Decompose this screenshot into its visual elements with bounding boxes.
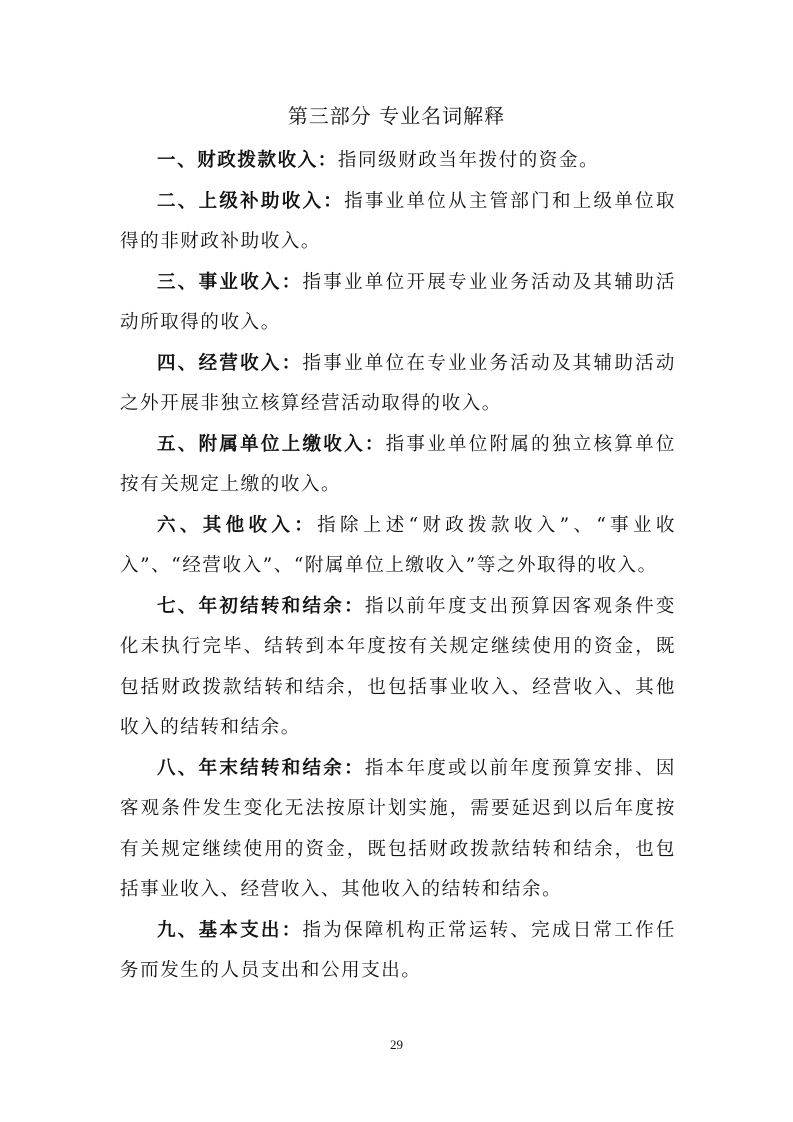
glossary-term: 三、事业收入：: [157, 271, 303, 293]
glossary-term: 四、经营收入：: [157, 352, 303, 374]
page-title: 第三部分 专业名词解释: [287, 104, 506, 128]
glossary-definition: 指事业单位开展专业业务活动及其辅助活动所取得的收入。: [120, 271, 676, 333]
glossary-term: 八、年末结转和结余：: [157, 757, 365, 779]
glossary-entry: [120, 141, 676, 182]
glossary-definition: 指同级财政当年拨付的资金。: [337, 150, 600, 171]
glossary-list: [120, 141, 676, 992]
glossary-definition: 指为保障机构正常运转、完成日常工作任务而发生的人员支出和公用支出。: [120, 919, 676, 981]
glossary-term: 七、年初结转和结余：: [157, 595, 365, 617]
glossary-definition: 指以前年度支出预算因客观条件变化未执行完毕、结转到本年度按有关规定继续使用的资金，既包括财政拨款结转和结余，也包括事业收入、经营收入、其他收入的结转和结余。: [120, 595, 676, 738]
glossary-entry: [120, 344, 676, 425]
glossary-entry: [120, 506, 676, 587]
glossary-definition: 指事业单位附属的独立核算单位按有关规定上缴的收入。: [120, 433, 676, 495]
glossary-entry: [120, 911, 676, 992]
glossary-definition: 指事业单位在专业业务活动及其辅助活动之外开展非独立核算经营活动取得的收入。: [120, 352, 676, 414]
glossary-entry: [120, 749, 676, 911]
glossary-definition: 指本年度或以前年度预算安排、因客观条件发生变化无法按原计划实施，需要延迟到以后年度按有关规定继续使用的资金，既包括财政拨款结转和结余，也包括事业收入、经营收入、其他收入的结转和结余。: [120, 757, 676, 900]
glossary-entry: [120, 263, 676, 344]
glossary-entry: [120, 182, 676, 263]
glossary-term: 二、上级补助收入：: [157, 190, 345, 212]
page-number: 29: [390, 1037, 403, 1052]
glossary-term: 一、财政拨款收入：: [157, 150, 338, 171]
glossary-term: 五、附属单位上缴收入：: [157, 433, 386, 455]
glossary-term: 六、其他收入：: [157, 514, 318, 536]
glossary-entry: [120, 425, 676, 506]
glossary-definition: 指事业单位从主管部门和上级单位取得的非财政补助收入。: [120, 190, 676, 252]
glossary-definition: 指除上述“财政拨款收入”、“事业收入”、“经营收入”、“附属单位上缴收入”等之外取得的收入。: [120, 514, 676, 576]
glossary-term: 九、基本支出：: [157, 919, 303, 941]
glossary-entry: [120, 587, 676, 749]
